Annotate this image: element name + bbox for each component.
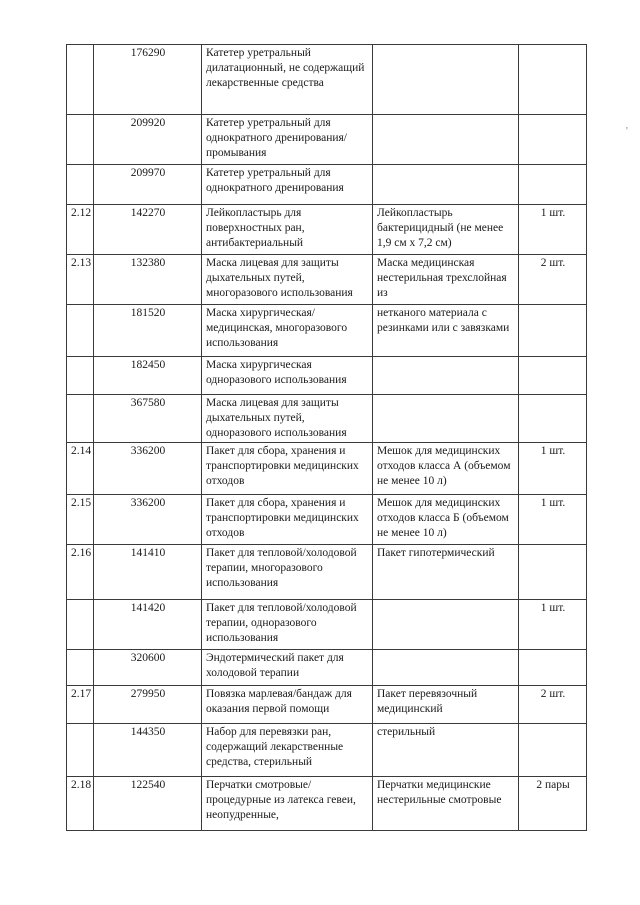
item-quantity: 1 шт. [519,600,587,650]
item-quantity [519,650,587,686]
row-number [67,600,94,650]
item-code: 279950 [94,686,202,724]
item-name: Пакет для сбора, хранения и транспортировки медицинских отходов [202,443,373,495]
item-name: Маска лицевая для защиты дыхательных путей, многоразового использования [202,255,373,305]
item-quantity: 1 шт. [519,495,587,545]
table-row [67,255,587,305]
item-description: Перчатки медицинские нестерильные смотровые [373,777,519,831]
table-row [67,205,587,255]
item-description [373,357,519,395]
item-code: 176290 [94,45,202,115]
item-description: Мешок для медицинских отходов класса Б (объемом не менее 10 л) [373,495,519,545]
row-number [67,165,94,205]
item-description [373,115,519,165]
row-number: 2.17 [67,686,94,724]
item-name: Пакет для тепловой/холодовой терапии, многоразового использования [202,545,373,600]
item-quantity [519,545,587,600]
item-name: Катетер уретральный дилатационный, не содержащий лекарственные средства [202,45,373,115]
row-number [67,305,94,357]
item-quantity: 2 пары [519,777,587,831]
item-name: Пакет для тепловой/холодовой терапии, одноразового использования [202,600,373,650]
margin-mark: ' [626,126,628,137]
table-row [67,443,587,495]
item-quantity: 1 шт. [519,205,587,255]
item-description [373,600,519,650]
item-description: Лейкопластырь бактерицидный (не менее 1,9 см х 7,2 см) [373,205,519,255]
row-number [67,395,94,443]
table-row [67,600,587,650]
item-code: 336200 [94,443,202,495]
table-row [67,724,587,777]
item-name: Набор для перевязки ран, содержащий лекарственные средства, стерильный [202,724,373,777]
row-number [67,650,94,686]
item-name: Пакет для сбора, хранения и транспортировки медицинских отходов [202,495,373,545]
item-code: 181520 [94,305,202,357]
item-quantity: 2 шт. [519,255,587,305]
table-row [67,115,587,165]
table-row [67,45,587,115]
item-description: нетканого материала с резинками или с завязками [373,305,519,357]
item-code: 141410 [94,545,202,600]
item-name: Катетер уретральный для однократного дренирования [202,165,373,205]
table-body [67,45,587,831]
row-number [67,724,94,777]
item-description: Маска медицинская нестерильная трехслойная из [373,255,519,305]
table-row [67,545,587,600]
row-number: 2.14 [67,443,94,495]
item-code: 142270 [94,205,202,255]
item-description [373,650,519,686]
item-code: 320600 [94,650,202,686]
item-code: 132380 [94,255,202,305]
table-row [67,686,587,724]
item-code: 141420 [94,600,202,650]
item-code: 144350 [94,724,202,777]
row-number: 2.16 [67,545,94,600]
item-name: Маска лицевая для защиты дыхательных путей, одноразового использования [202,395,373,443]
item-description: Пакет перевязочный медицинский [373,686,519,724]
table-row [67,650,587,686]
row-number: 2.13 [67,255,94,305]
item-name: Эндотермический пакет для холодовой терапии [202,650,373,686]
item-code: 182450 [94,357,202,395]
item-quantity [519,165,587,205]
table-row [67,777,587,831]
row-number: 2.15 [67,495,94,545]
item-quantity [519,395,587,443]
item-description [373,395,519,443]
item-name: Маска хирургическая одноразового использования [202,357,373,395]
table-row [67,495,587,545]
row-number [67,357,94,395]
row-number: 2.18 [67,777,94,831]
item-name: Маска хирургическая/медицинская, многоразового использования [202,305,373,357]
item-description [373,165,519,205]
item-quantity [519,45,587,115]
item-code: 209970 [94,165,202,205]
item-code: 367580 [94,395,202,443]
item-quantity: 2 шт. [519,686,587,724]
item-code: 336200 [94,495,202,545]
row-number: 2.12 [67,205,94,255]
row-number [67,115,94,165]
table-row [67,357,587,395]
item-name: Лейкопластырь для поверхностных ран, антибактериальный [202,205,373,255]
item-quantity [519,115,587,165]
item-description [373,45,519,115]
item-description: Мешок для медицинских отходов класса А (объемом не менее 10 л) [373,443,519,495]
item-description: Пакет гипотермический [373,545,519,600]
table-row [67,165,587,205]
item-description: стерильный [373,724,519,777]
table-row [67,395,587,443]
item-quantity [519,305,587,357]
item-code: 122540 [94,777,202,831]
item-name: Повязка марлевая/бандаж для оказания первой помощи [202,686,373,724]
items-table [66,44,587,831]
item-quantity [519,357,587,395]
item-code: 209920 [94,115,202,165]
item-name: Перчатки смотровые/процедурные из латекса гевеи, неопудренные, [202,777,373,831]
table-row [67,305,587,357]
item-name: Катетер уретральный для однократного дренирования/промывания [202,115,373,165]
row-number [67,45,94,115]
item-quantity [519,724,587,777]
item-quantity: 1 шт. [519,443,587,495]
